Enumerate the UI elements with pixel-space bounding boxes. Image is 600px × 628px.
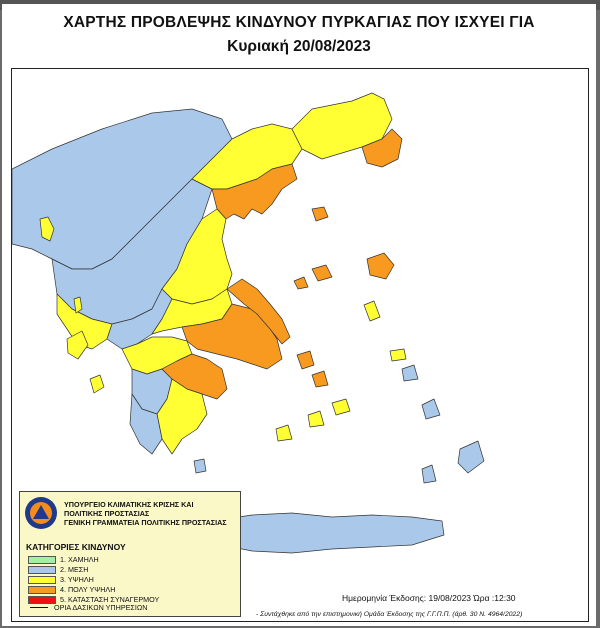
island-dodecanese-a bbox=[402, 365, 418, 381]
island-limnos bbox=[312, 265, 332, 281]
island-cyclades-west bbox=[297, 351, 314, 369]
legend-box bbox=[19, 491, 241, 617]
legend-row-high bbox=[28, 575, 94, 584]
map-frame bbox=[11, 68, 589, 622]
map-title: ΧΑΡΤΗΣ ΠΡΟΒΛΕΨΗΣ ΚΙΝΔΥΝΟΥ ΠΥΡΚΑΓΙΑΣ ΠΟΥ ΙΣΧΥΕΙ ΓΙΑ bbox=[63, 14, 535, 31]
ministry-text bbox=[64, 500, 240, 527]
map-sheet bbox=[2, 4, 596, 626]
issue-date: Ημερομηνία Έκδοσης: 19/08/2023 Ώρα :12:30 bbox=[342, 593, 516, 603]
legend-row-very-high bbox=[28, 585, 115, 594]
legend-label-alert: 5. ΚΑΤΑΣΤΑΣΗ ΣΥΝΑΓΕΡΜΟΥ bbox=[60, 595, 160, 604]
legend-swatch-medium bbox=[28, 566, 56, 574]
island-karpathos bbox=[422, 465, 436, 483]
map-date: Κυριακή 20/08/2023 bbox=[227, 38, 371, 55]
island-chios bbox=[364, 301, 380, 321]
legend-label-very-high: 4. ΠΟΛΥ ΥΨΗΛΗ bbox=[60, 585, 116, 594]
island-cyclades-south-c bbox=[332, 399, 350, 415]
ministry-line-1: ΥΠΟΥΡΓΕΙΟ ΚΛΙΜΑΤΙΚΗΣ ΚΡΙΣΗΣ ΚΑΙ bbox=[64, 500, 194, 509]
island-zakynthos bbox=[90, 375, 104, 393]
legend-label-high: 3. ΥΨΗΛΗ bbox=[60, 575, 94, 584]
ministry-line-3: ΓΕΝΙΚΗ ΓΡΑΜΜΑΤΕΙΑ ΠΟΛΙΤΙΚΗΣ ΠΡΟΣΤΑΣΙΑΣ bbox=[64, 518, 227, 527]
categories-title: ΚΑΤΗΓΟΡΙΕΣ ΚΙΝΔΥΝΟΥ bbox=[26, 542, 126, 552]
island-lesvos bbox=[367, 253, 394, 279]
legend-boundary-label: ΟΡΙΑ ΔΑΣΙΚΩΝ ΥΠΗΡΕΣΙΩΝ bbox=[54, 603, 148, 612]
legend-label-medium: 2. ΜΕΣΗ bbox=[60, 565, 89, 574]
island-cyclades-south-b bbox=[308, 411, 324, 427]
legend-label-low: 1. ΧΑΜΗΛΗ bbox=[60, 555, 99, 564]
legend-row-medium bbox=[28, 565, 88, 574]
island-cyclades-north bbox=[312, 371, 328, 387]
footnote: - Συντάχθηκε από την επιστημονική Ομάδα Έκδοσης της Γ.Γ.Π.Π. (άρθ. 30 Ν. 4964/2022) bbox=[256, 611, 523, 618]
ministry-line-2: ΠΟΛΙΤΙΚΗΣ ΠΡΟΣΤΑΣΙΑΣ bbox=[64, 509, 150, 518]
island-thasos bbox=[312, 207, 328, 221]
island-samos bbox=[390, 349, 406, 361]
legend-swatch-very-high bbox=[28, 586, 56, 594]
island-crete bbox=[210, 513, 444, 553]
legend-swatch-low bbox=[28, 556, 56, 564]
boundary-line-icon bbox=[30, 607, 48, 608]
island-dodecanese-b bbox=[422, 399, 440, 419]
legend-boundary-row bbox=[30, 603, 147, 612]
civil-protection-logo-icon bbox=[24, 496, 58, 530]
legend-swatch-high bbox=[28, 576, 56, 584]
island-kythira bbox=[194, 459, 206, 473]
island-skyros bbox=[294, 277, 308, 289]
island-rhodes bbox=[458, 441, 484, 473]
legend-row-low bbox=[28, 555, 99, 564]
island-cyclades-south-a bbox=[276, 425, 292, 441]
